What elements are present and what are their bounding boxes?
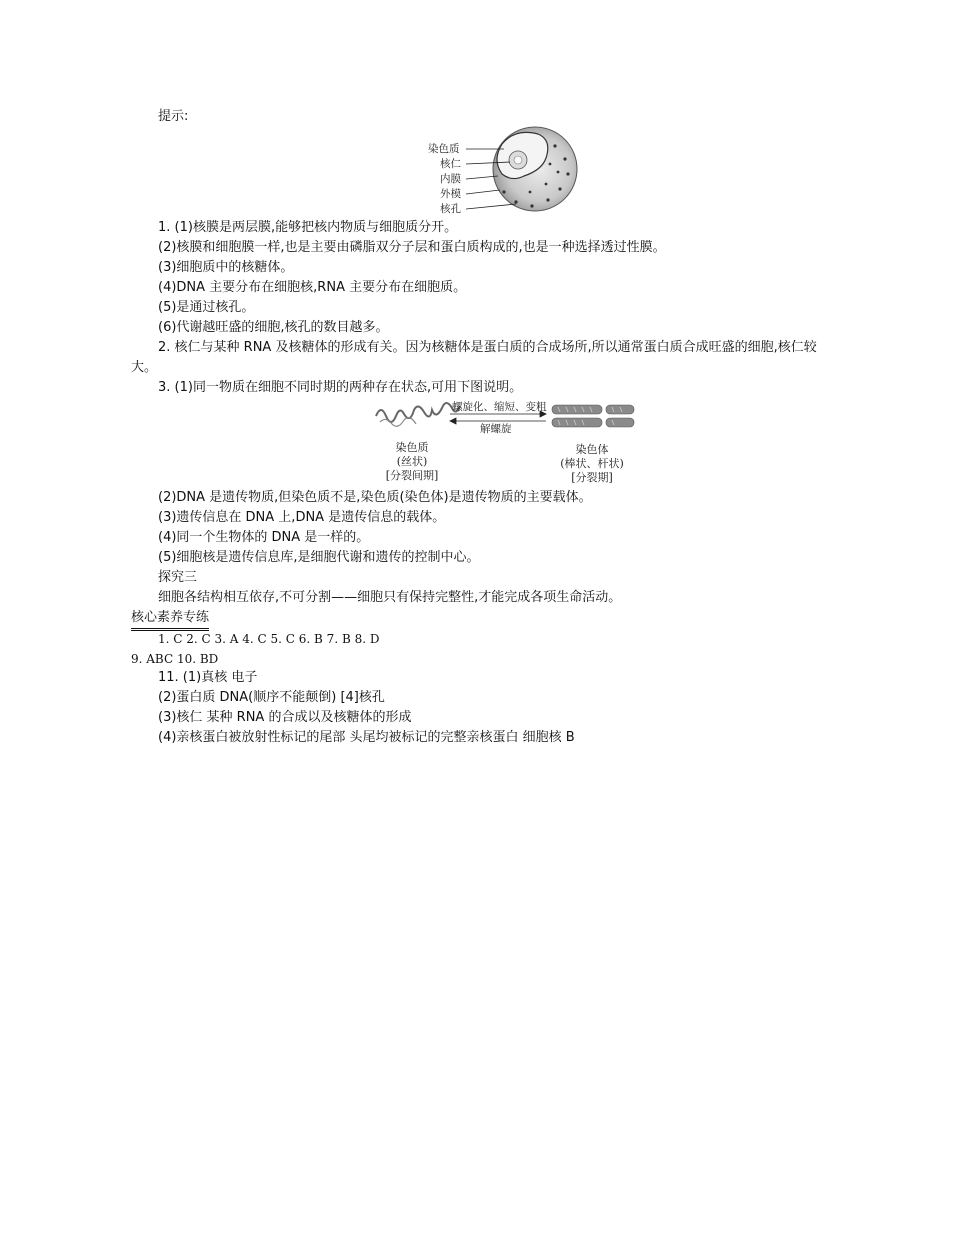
answer-1-3: (3)细胞质中的核糖体。	[158, 260, 294, 275]
core-section-title: 核心素养专练	[131, 608, 209, 631]
core-q11-4: (4)亲核蛋白被放射性标记的尾部 头尾均被标记的完整亲核蛋白 细胞核 B	[158, 730, 575, 745]
answer-1-5: (5)是通过核孔。	[158, 300, 255, 315]
chromosome-caption-phase: [分裂期]	[571, 471, 613, 484]
label-chromatin: 染色质	[428, 143, 460, 155]
answer-1-2: (2)核膜和细胞膜一样,也是主要由磷脂双分子层和蛋白质构成的,也是一种选择透过性膜。	[158, 240, 666, 255]
answer-1-1: 1. (1)核膜是两层膜,能够把核内物质与细胞质分开。	[158, 220, 458, 235]
core-q11-2: (2)蛋白质 DNA(顺序不能颠倒) [4]核孔	[158, 690, 385, 705]
answer-3-4: (4)同一个生物体的 DNA 是一样的。	[158, 530, 370, 545]
explore-3-title: 探究三	[158, 570, 198, 585]
answer-1-6: (6)代谢越旺盛的细胞,核孔的数目越多。	[158, 320, 389, 335]
chromatin-chromosome-diagram	[370, 398, 640, 434]
hint-label: 提示:	[158, 109, 189, 124]
chromatin-caption-shape: (丝状)	[396, 455, 428, 468]
chromatin-caption-name: 染色质	[395, 441, 429, 454]
label-nuclear-pore: 核孔	[440, 203, 461, 215]
chromatin-caption	[372, 441, 452, 483]
chromosome-caption-name: 染色体	[575, 443, 609, 456]
answer-2-line1: 2. 核仁与某种 RNA 及核糖体的形成有关。因为核糖体是蛋白质的合成场所,所以通常蛋白质合成旺盛的细胞,核仁较	[158, 340, 817, 355]
core-q11-3: (3)核仁 某种 RNA 的合成以及核糖体的形成	[158, 710, 412, 725]
core-q11-1: 11. (1)真核 电子	[158, 670, 258, 685]
chromosome-caption-shape: (棒状、杆状)	[560, 457, 624, 470]
answer-3-3: (3)遗传信息在 DNA 上,DNA 是遗传信息的载体。	[158, 510, 446, 525]
chromosome-caption	[546, 443, 638, 485]
explore-3-text: 细胞各结构相互依存,不可分割——细胞只有保持完整性,才能完成各项生命活动。	[158, 590, 622, 605]
label-outer-membrane: 外模	[440, 188, 461, 200]
answer-2-line2: 大。	[131, 360, 158, 375]
answer-1-4: (4)DNA 主要分布在细胞核,RNA 主要分布在细胞质。	[158, 280, 467, 295]
core-answers-1-8: 1. C 2. C 3. A 4. C 5. C 6. B 7. B 8. D	[158, 632, 380, 646]
arrow-label-condense: 螺旋化、缩短、变粗	[452, 401, 547, 413]
arrow-label-unwind: 解螺旋	[480, 423, 512, 434]
answer-3-2: (2)DNA 是遗传物质,但染色质不是,染色质(染色体)是遗传物质的主要载体。	[158, 490, 592, 505]
answer-3-1: 3. (1)同一物质在细胞不同时期的两种存在状态,可用下图说明。	[158, 380, 523, 395]
answer-3-5: (5)细胞核是遗传信息库,是细胞代谢和遗传的控制中心。	[158, 550, 480, 565]
label-inner-membrane: 内膜	[440, 173, 461, 185]
core-answers-9-10: 9. ABC 10. BD	[131, 652, 219, 666]
nucleus-diagram	[420, 124, 590, 216]
label-nucleolus: 核仁	[440, 158, 461, 170]
chromatin-caption-phase: [分裂间期]	[385, 469, 439, 482]
